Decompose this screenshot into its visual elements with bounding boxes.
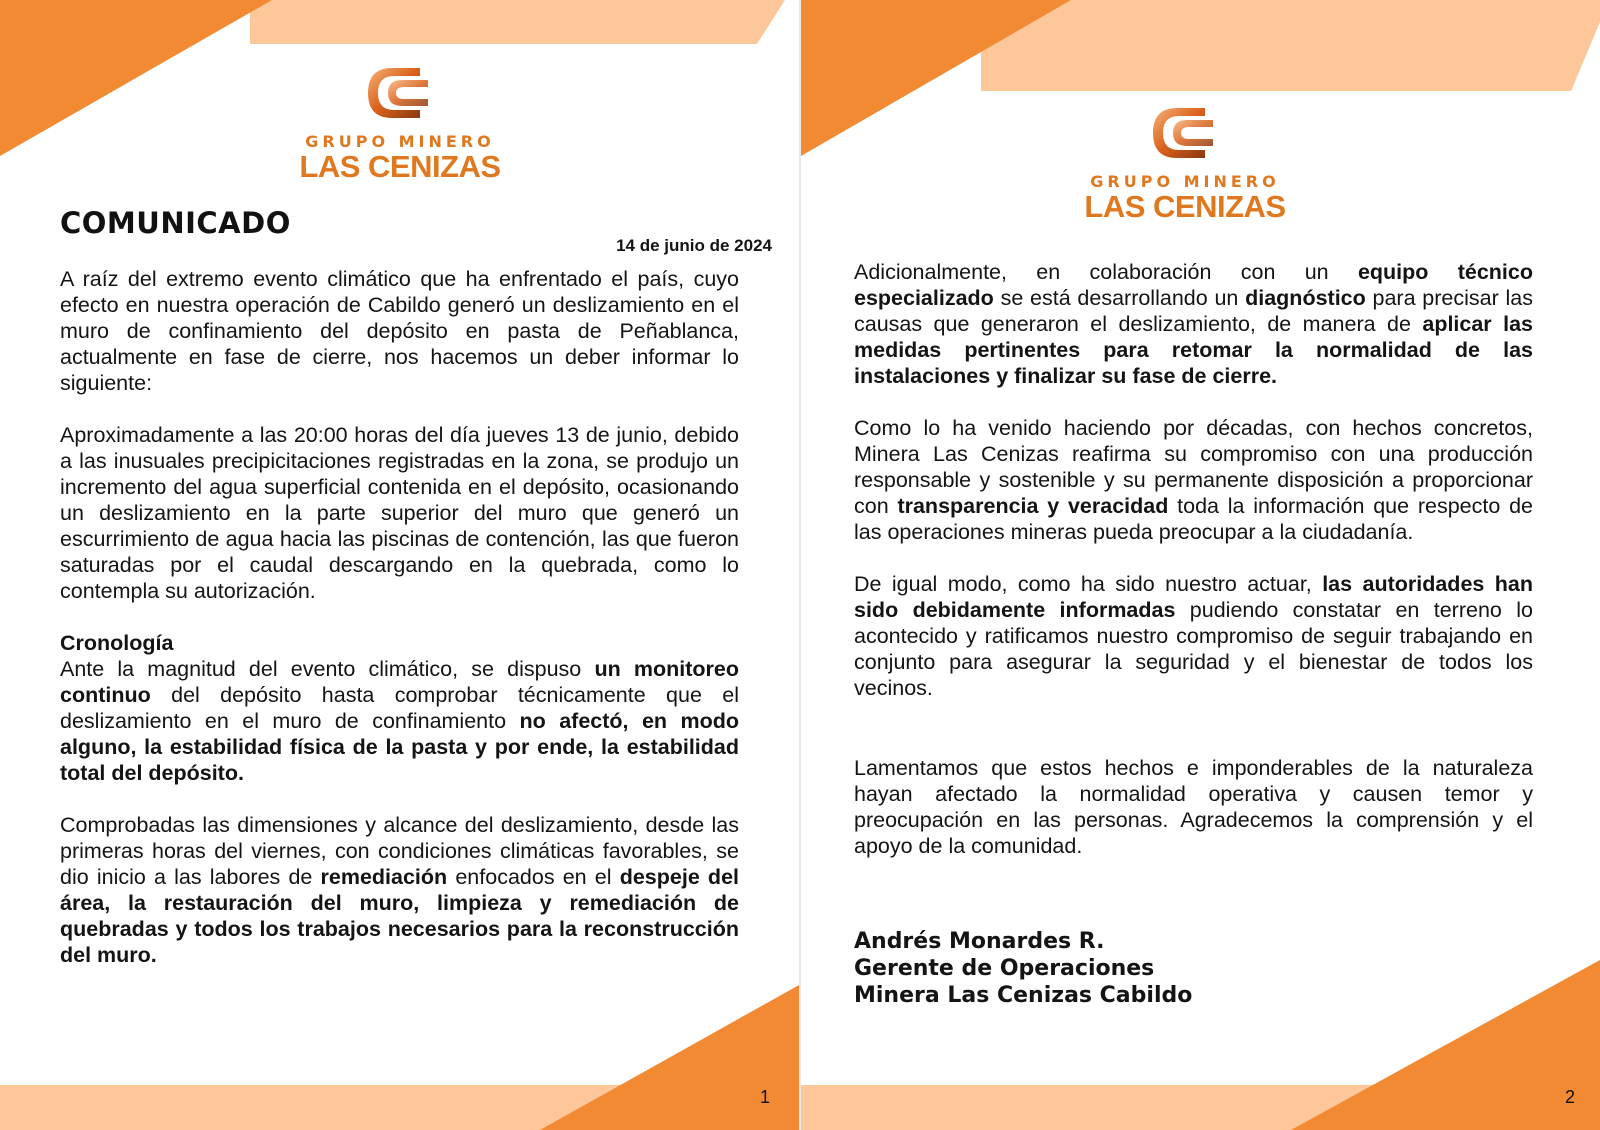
top-peach-band (981, 0, 1600, 91)
signer-company: Minera Las Cenizas Cabildo (854, 983, 1193, 1008)
section-heading: Cronología (60, 631, 174, 655)
paragraph-remediation: Comprobadas las dimensiones y alcance del deslizamiento, desde las primeras horas del viernes, con condiciones climáticas favorables, se dio inicio a las labores de remediación enfocados en el despeje del área, la restauración del muro, limpieza y remediación de quebradas y todos los trabajos necesarios para la reconstrucción del muro. (60, 813, 739, 967)
top-peach-band (250, 0, 785, 44)
logo-mark-icon (362, 60, 438, 126)
paragraph-chronology: Ante la magnitud del evento climático, se dispuso un monitoreo continuo del depósito hasta comprobar técnicamente que el deslizamiento en el muro de confinamiento no afectó, en modo alguno, la estabilidad física de la pasta y por ende, la estabilidad total del depósito. (60, 657, 739, 785)
company-logo (290, 60, 510, 183)
paragraph-commitment: Como lo ha venido haciendo por décadas, con hechos concretos, Minera Las Cenizas reafirma su compromiso con una producción responsable y sostenible y su permanente disposición a proporcionar con transparencia y veracidad toda la información que respecto de las operaciones mineras pueda preocupar a la ciudadanía. (854, 416, 1533, 544)
logo-line-1: GRUPO MINERO (1090, 172, 1280, 191)
page-1 (0, 0, 799, 1130)
logo-line-2: LAS CENIZAS (299, 149, 501, 184)
paragraph-intro: A raíz del extremo evento climático que ha enfrentado el país, cuyo efecto en nuestra operación de Cabildo generó un deslizamiento en el muro de confinamiento del depósito en pasta de Peñablanca, actualmente en fase de cierre, nos hacemos un deber informar lo siguiente: (60, 267, 739, 395)
page-number: 2 (1565, 1087, 1576, 1107)
paragraph-diagnostic: Adicionalmente, en colaboración con un equipo técnico especializado se está desarrollando un diagnóstico para precisar las causas que generaron el deslizamiento, de manera de aplicar las medidas pertinentes para retomar la normalidad de las instalaciones y finalizar su fase de cierre. (854, 260, 1533, 388)
page-title: COMUNICADO (60, 206, 291, 240)
logo-mark-icon (1147, 100, 1223, 166)
paragraph-authorities: De igual modo, como ha sido nuestro actuar, las autoridades han sido debidamente informadas pudiendo constatar en terreno lo acontecido y ratificamos nuestro compromiso de seguir trabajando en conjunto para asegurar la seguridad y el bienestar de todos los vecinos. (854, 572, 1533, 700)
page-number: 1 (760, 1087, 771, 1107)
company-logo (1075, 100, 1295, 223)
signature-block (854, 928, 1192, 1009)
page-2-body (854, 259, 1533, 885)
logo-line-1: GRUPO MINERO (305, 132, 495, 151)
page-1-body (60, 266, 739, 994)
top-orange-triangle (0, 0, 272, 156)
signer-name: Andrés Monardes R. (854, 929, 1105, 954)
logo-line-2: LAS CENIZAS (1084, 189, 1286, 224)
signer-role: Gerente de Operaciones (854, 956, 1155, 981)
document-date: 14 de junio de 2024 (616, 236, 772, 255)
paragraph-event: Aproximadamente a las 20:00 horas del día jueves 13 de junio, debido a las inusuales precipicitaciones registradas en la zona, se produjo un incremento del agua superficial contenida en el depósito, ocasionando un deslizamiento en la parte superior del muro que generó un escurrimiento de agua hacia las piscinas de contención, las que fueron saturadas por el caudal descargando en la quebrada, como lo contempla su autorización. (60, 423, 739, 603)
paragraph-closing: Lamentamos que estos hechos e imponderables de la naturaleza hayan afectado la normalidad operativa y causen temor y preocupación en las personas. Agradecemos la comprensión y el apoyo de la comunidad. (854, 756, 1533, 858)
